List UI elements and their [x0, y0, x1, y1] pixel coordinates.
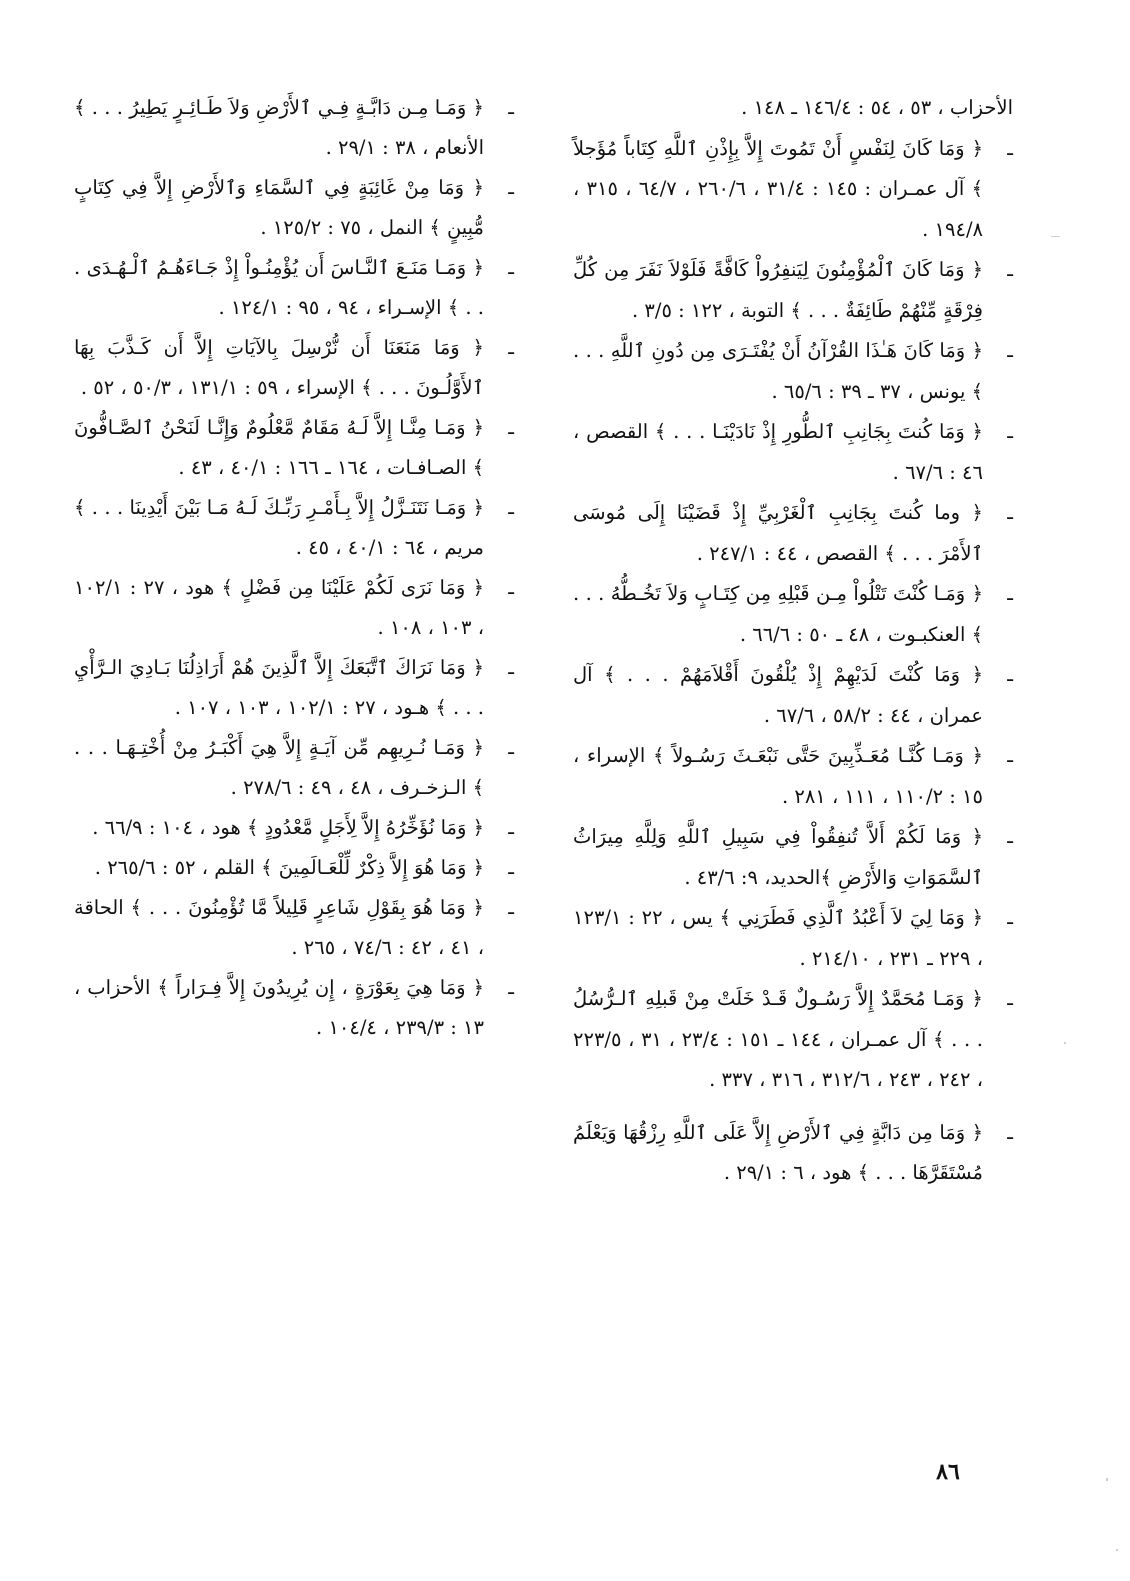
list-item: [573, 129, 1013, 251]
entry-text: ﴿ وَمَـا كُنْتَ تَتْلُواْ مِـن قَبْلِهِ مِن كِتَـابٍ وَلاَ تَخُـطُّهُ . . . ﴾ العنكبـوت ، ٤٨ ـ ٥٠ : ٦٦/٦ .: [573, 582, 983, 646]
entry-text: ﴿ وَمَـا مِنَّـا إِلاَّ لَـهُ مَقَامٌ مَّعْلُومٌ وَإِنَّـا لَنَحْنُ ٱلصَّـافُّونَ ﴾ الصـافـات ، ١٦٤ ـ ١٦٦ : ٤٠/١ ، ٤٣ .: [74, 416, 484, 479]
entry-dash: ـ: [1007, 987, 1013, 1010]
entry-dash: ـ: [1007, 582, 1013, 605]
scan-mark: [1064, 1042, 1066, 1044]
list-item: [573, 88, 1013, 129]
scan-mark: [1116, 1549, 1118, 1551]
entry-text: ﴿ وَمَا كَانَ هَـٰذَا القُرْآنُ أَنْ يُفْتَـرَى مِن دُونِ ٱللَّهِ . . . ﴾ يونس ، ٣٧ ـ ٣٩ : ٦٥/٦ .: [573, 339, 983, 403]
entry-dash: ـ: [1007, 136, 1013, 160]
left-column: [74, 88, 514, 1048]
entry-dash: ـ: [508, 576, 514, 599]
entry-text: ﴿ وما كُنتَ بِجَانِبِ ٱلْغَرْبِيِّ إِذْ قَضَيْنَا إِلَى مُوسَى ٱلأَمْرَ . . . ﴾ القصص ، ٤٤ : ٢٤٧/١ .: [573, 501, 983, 565]
entry-text: ﴿ وَمَا كُنتَ بِجَانِبِ ٱلطُّورِ إِذْ نَادَيْنَـا . . . ﴾ القصص ، ٤٦ : ٦٧/٦ .: [573, 420, 983, 484]
entry-text: ﴿ وَمَا لِيَ لاَ أَعْبُدُ ٱلَّذِي فَطَرَنِي ﴾ يس ، ٢٢ : ١٢٣/١ ، ٢٢٩ ـ ٢٣١ ، ٢١٤/١٠ .: [573, 906, 983, 970]
right-column: [573, 88, 1013, 1194]
entry-dash: ـ: [1007, 744, 1013, 767]
list-item: [74, 328, 514, 408]
entry-text: ﴿ وَمَا مِنْ غَائِبَةٍ فِي ٱلسَّمَاءِ وَٱلأَرْضِ إِلاَّ فِي كِتَابٍ مُّبِينٍ ﴾ النمل ، ٧٥ : ١٢٥/٢ .: [74, 176, 484, 239]
list-item: [74, 848, 514, 888]
list-item: [74, 168, 514, 248]
entry-text: ﴿ وَمَـا نُـرِيهِم مِّن آيَـةٍ إِلاَّ هِيَ أَكْبَـرُ مِنْ أُخْتِـهَـا . . . ﴾ الـزخـرف ، ٤٨ ، ٤٩ : ٢٧٨/٦ .: [74, 736, 484, 799]
entry-dash: ـ: [508, 96, 514, 119]
entry-text: ﴿ وَمَا كَانَ ٱلْمُؤْمِنُونَ لِيَنفِرُواْ كَافَّةً فَلَوْلاَ نَفَرَ مِن كُلِّ فِرْقَةٍ مِّنْهُمْ طَائِفَةٌ . . . ﴾ التوبة ، ١٢٢ : ٣/٥ .: [573, 258, 983, 322]
list-item: [74, 728, 514, 808]
list-item: [573, 412, 1013, 493]
list-item: [573, 493, 1013, 574]
entry-text: ﴿ وَمَا نُؤَخِّرُهُ إِلاَّ لِأَجَلٍ مَّعْدُودٍ ﴾ هود ، ١٠٤ : ٦٦/٩ .: [92, 816, 484, 839]
entry-text: ﴿ وَمَـا مُحَمَّدٌ إِلاَّ رَسُـولٌ قَـدْ خَلَتْ مِنْ قَبلِهِ ٱلـرُّسُلُ . . . ﴾ آل عمـران ، ١٤٤ ـ ١٥١ : ٢٣/٤ ، ٣١ ، ٢٢٣/٥ ، ٢٤٢ ، ٢٤٣ ، ٣١٢/٦ ، ٣١٦ ، ٣٣٧ .: [573, 987, 983, 1091]
entry-dash: ـ: [508, 856, 514, 879]
list-item: [573, 736, 1013, 817]
entry-dash: ـ: [1007, 420, 1013, 443]
list-item: [74, 88, 514, 168]
list-item: [573, 1113, 1013, 1194]
list-item: [74, 888, 514, 968]
entry-dash: ـ: [1007, 1120, 1013, 1144]
entry-dash: ـ: [1007, 663, 1013, 686]
page-number: ٨٦: [936, 1459, 960, 1485]
entry-text: ﴿ وَمَا كَانَ لِنَفْسٍ أَنْ تَمُوتَ إِلاَّ بِإِذْنِ ٱللَّهِ كِتَاباً مُؤَجلاً ﴾ آل عمـران : ١٤٥ : ٣١/٤ ، ٢٦٠/٦ ، ٦٤/٧ ، ٣١٥ ، ١٩٤/٨ .: [573, 136, 983, 241]
list-item: [573, 574, 1013, 655]
list-item: [74, 248, 514, 328]
list-item: [74, 968, 514, 1048]
entry-dash: ـ: [508, 496, 514, 519]
entry-text: ﴿ وَمَا نَرَاكَ ٱتَّبَعَكَ إِلاَّ ٱلَّذِينَ هُمْ أَرَاذِلُنَا بَـادِيَ الـرَّأْيِ . . . ﴾ هـود ، ٢٧ : ١٠٢/١ ، ١٠٣ ، ١٠٧ .: [74, 656, 484, 719]
entry-dash: ـ: [508, 656, 514, 679]
entry-text: ﴿ وَمَـا مَنَـعَ ٱلنَّـاسَ أَن يُؤْمِنُـواْ إِذْ جَـاءَهُـمُ ٱلْـهُـدَى . . . ﴾ الإسـراء ، ٩٤ ، ٩٥ : ١٢٤/١ .: [74, 256, 484, 319]
entry-dash: ـ: [508, 976, 514, 999]
list-item: [573, 250, 1013, 331]
list-item: [74, 488, 514, 568]
entry-text: ﴿ وَمَا هِيَ بِعَوْرَةٍ ، إِن يُرِيدُونَ إِلاَّ فِـرَاراً ﴾ الأحزاب ، ١٣ : ٢٣٩/٣ ، ١٠٤/٤ .: [74, 976, 484, 1039]
entry-text: ﴿ وَمَا لَكُمْ أَلاَّ تُنفِقُواْ فِي سَبِيلِ ٱللَّهِ وَلِلَّهِ مِيرَاثُ ٱلسَّمَوَاتِ وَالأَرْضِ ﴾الحديد، ٩: ٤٣/٦ .: [573, 825, 983, 889]
entry-dash: ـ: [1007, 906, 1013, 929]
list-item: [74, 648, 514, 728]
entry-text: ﴿ وَمَا مِن دَابَّةٍ فِي ٱلأَرْضِ إِلاَّ عَلَى ٱللَّهِ رِزْقُهَا وَيَعْلَمُ مُسْتَقَرَّهَا . . . ﴾ هود ، ٦ : ٢٩/١ .: [573, 1120, 983, 1184]
entry-text: ﴿ وَمَا نَرَى لَكُمْ عَلَيْنَا مِن فَضْلٍ ﴾ هود ، ٢٧ : ١٠٢/١ ، ١٠٣ ، ١٠٨ .: [74, 576, 485, 639]
entry-text: ﴿ وَمَـا مِـن دَابَّـةٍ فِـي ٱلأَرْضِ وَلاَ طَـائِـرٍ يَطِيرُ . . . ﴾ الأنعام ، ٣٨ : ٢٩/١ .: [74, 96, 484, 159]
list-item: [74, 568, 514, 648]
entry-text: ﴿ وَمَـا نَتَنَـزَّلُ إِلاَّ بِـأَمْـرِ رَبِّـكَ لَـهُ مَـا بَيْنَ أَيْدِينَا . . . ﴾ مريم ، ٦٤ : ٤٠/١ ، ٤٥ .: [74, 496, 484, 559]
entry-dash: ـ: [508, 416, 514, 439]
entry-dash: ـ: [508, 336, 514, 359]
entry-dash: ـ: [1007, 825, 1013, 848]
entry-text: الأحزاب ، ٥٣ ، ٥٤ : ١٤٦/٤ ـ ١٤٨ .: [741, 96, 1013, 119]
entry-dash: ـ: [508, 256, 514, 279]
entry-dash: ـ: [1007, 501, 1013, 524]
entry-dash: ـ: [508, 736, 514, 759]
list-item: [573, 655, 1013, 736]
list-item: [74, 808, 514, 848]
list-item: [573, 817, 1013, 898]
entry-text: ﴿ وَمَا هُوَ إِلاَّ ذِكْرٌ لِّلْعَـالَمِينَ ﴾ القلم ، ٥٢ : ٢٦٥/٦ .: [94, 856, 484, 879]
entry-dash: ـ: [508, 176, 514, 199]
entry-dash: ـ: [1007, 258, 1013, 281]
entry-dash: ـ: [508, 896, 514, 919]
entry-dash: ـ: [1007, 339, 1013, 362]
list-item: [573, 898, 1013, 979]
list-item: [74, 408, 514, 488]
entry-dash: ـ: [508, 816, 514, 839]
scan-mark: [1106, 1478, 1108, 1481]
list-item: [573, 979, 1013, 1101]
entry-text: ﴿ وَمَا كُنْتَ لَدَيْهِمْ إِذْ يُلْقُونَ أَقْلاَمَهُمْ . . . ﴾ آل عمران ، ٤٤ : ٥٨/٢ ، ٦٧/٦ .: [573, 663, 983, 727]
entry-text: ﴿ وَمَا هُوَ بِقَوْلِ شَاعِرٍ قَلِيلاً مَّا تُؤْمِنُونَ . . . ﴾ الحاقة ، ٤١ ، ٤٢ : ٧٤/٦ ، ٢٦٥ .: [74, 896, 484, 959]
entry-text: ﴿ وَمَـا كُنَّـا مُعَـذِّبِينَ حَتَّى نَبْعَـثَ رَسُـولاً ﴾ الإسراء ، ١٥ : ١١٠/٢ ، ١١١ ، ٢٨١ .: [573, 744, 983, 808]
scan-mark: [1051, 236, 1060, 237]
entry-text: ﴿ وَمَا مَنَعَنَا أَن نُّرْسِلَ بِالآيَاتِ إِلاَّ أَن كَـذَّبَ بِهَا ٱلأَوَّلُـونَ . . . ﴾ الإسراء ، ٥٩ : ١٣١/١ ، ٥٠/٣ ، ٥٢ .: [74, 336, 484, 399]
list-item: [573, 331, 1013, 412]
